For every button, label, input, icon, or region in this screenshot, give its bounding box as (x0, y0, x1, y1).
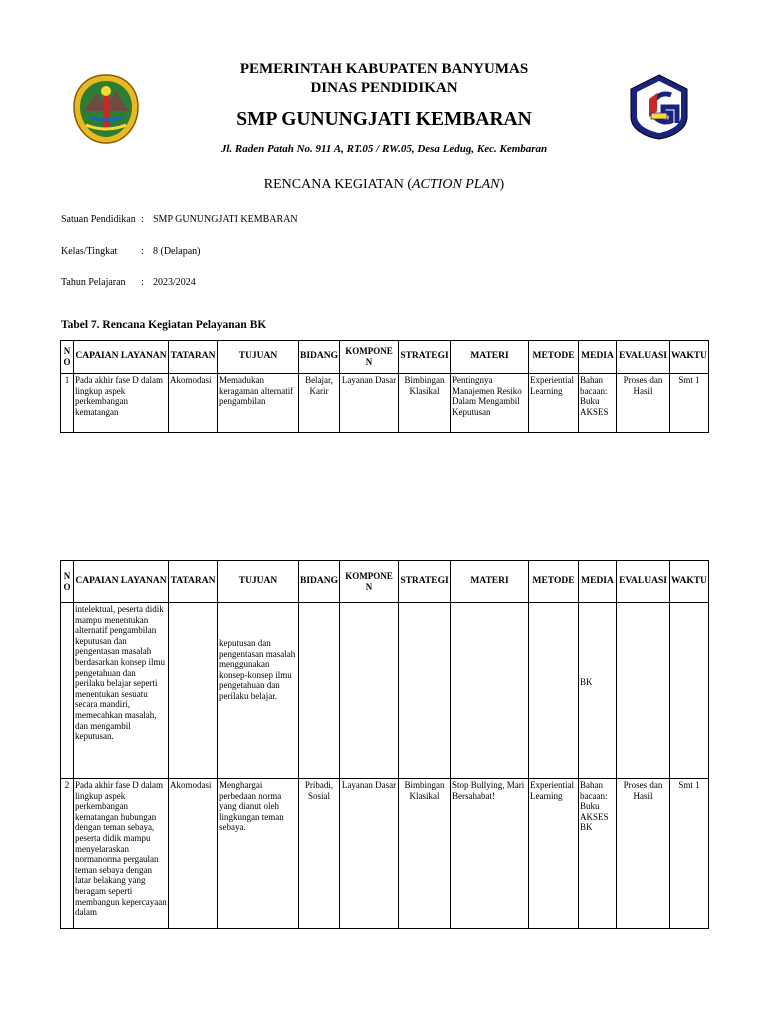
cell-waktu (670, 603, 709, 779)
col-tujuan: TUJUAN (218, 341, 299, 374)
cell-materi (451, 603, 529, 779)
cell-no: 1 (61, 374, 74, 433)
cell-tujuan: Memadukan keragaman alternatif pengambilan (218, 374, 299, 433)
document-title-suffix: ) (499, 177, 505, 192)
col-waktu: WAKTU (670, 561, 709, 603)
info-label: Tahun Pelajaran (61, 277, 126, 288)
col-materi: MATERI (451, 561, 529, 603)
cell-tataran: Akomodasi (169, 779, 218, 929)
cell-komponen (340, 603, 399, 779)
col-media: MEDIA (579, 341, 617, 374)
cell-komponen: Layanan Dasar (340, 779, 399, 929)
cell-tujuan-text: keputusan dan pengentasan masalah menggunakan konsep-konsep ilmu pengetahuan dan perilaku belajar. (219, 638, 296, 702)
col-evaluasi: EVALUASI (617, 561, 670, 603)
table-row-continuation (61, 603, 709, 779)
col-metode: METODE (529, 341, 579, 374)
cell-media: Bahan bacaan: Buku AKSES BK (579, 779, 617, 929)
table-row (61, 374, 709, 433)
info-kelas: Kelas/Tingkat : 8 (Delapan) (61, 246, 201, 257)
document-title-italic: ACTION PLAN (412, 177, 500, 192)
col-strategi: STRATEGI (399, 341, 451, 374)
info-value: 8 (Delapan) (153, 246, 201, 257)
cell-waktu: Smt 1 (670, 374, 709, 433)
table-header-row (61, 341, 709, 374)
cell-strategi (399, 603, 451, 779)
table-caption: Tabel 7. Rencana Kegiatan Pelayanan BK (61, 319, 267, 331)
cell-strategi: Bimbingan Klasikal (399, 779, 451, 929)
cell-no (61, 603, 74, 779)
cell-bidang: Belajar, Karir (299, 374, 340, 433)
col-no: N O (61, 341, 74, 374)
col-bidang: BIDANG (299, 341, 340, 374)
cell-materi: Pentingnya Manajemen Resiko Dalam Mengambil Keputusan (451, 374, 529, 433)
col-evaluasi: EVALUASI (617, 341, 670, 374)
cell-media: Bahan bacaan: Buku AKSES (579, 374, 617, 433)
cell-metode (529, 603, 579, 779)
cell-materi: Stop Bullying, Mari Bersahabat! (451, 779, 529, 929)
cell-evaluasi: Proses dan Hasil (617, 374, 670, 433)
col-bidang: BIDANG (299, 561, 340, 603)
cell-media-text: BK (580, 677, 593, 687)
col-strategi: STRATEGI (399, 561, 451, 603)
header-address: Jl. Raden Patah No. 911 A, RT.05 / RW.05, Desa Ledug, Kec. Kembaran (220, 143, 548, 155)
cell-strategi: Bimbingan Klasikal (399, 374, 451, 433)
action-plan-table-page2 (60, 560, 709, 929)
col-komponen: KOMPONE N (340, 341, 399, 374)
col-tataran: TATARAN (169, 341, 218, 374)
info-satuan-pendidikan: Satuan Pendidikan : SMP GUNUNGJATI KEMBARAN (61, 214, 298, 225)
col-tujuan: TUJUAN (218, 561, 299, 603)
col-media: MEDIA (579, 561, 617, 603)
cell-capaian: Pada akhir fase D dalam lingkup aspek perkembangan kematangan hubungan dengan teman sebaya, peserta didik mampu menyelaraskan normanorma pergaulan teman sebaya dengan latar belakang yang beragam seperti membangun kepercayaan dalam (74, 779, 169, 929)
info-label: Kelas/Tingkat (61, 246, 118, 257)
cell-waktu: Smt 1 (670, 779, 709, 929)
info-value: SMP GUNUNGJATI KEMBARAN (153, 214, 298, 225)
cell-tujuan (218, 603, 299, 779)
cell-bidang (299, 603, 340, 779)
cell-komponen: Layanan Dasar (340, 374, 399, 433)
cell-metode: Experiential Learning (529, 779, 579, 929)
info-value: 2023/2024 (153, 277, 196, 288)
info-tahun-pelajaran: Tahun Pelajaran : 2023/2024 (61, 277, 196, 288)
table-header-row (61, 561, 709, 603)
cell-capaian: intelektual, peserta didik mampu menentukan alternatif pengambilan keputusan dan pengentasan masalah berdasarkan konsep ilmu pengetahuan dan perilaku belajar seperti menentukan sesuatu secara mandiri, memecahkan masalah, dan mengambil keputusan. (74, 603, 169, 779)
info-label: Satuan Pendidikan (61, 214, 136, 225)
col-tataran: TATARAN (169, 561, 218, 603)
cell-metode: Experiential Learning (529, 374, 579, 433)
document-title-prefix: RENCANA KEGIATAN ( (263, 177, 412, 192)
action-plan-table-page1 (60, 340, 709, 433)
col-komponen: KOMPONE N (340, 561, 399, 603)
col-capaian: CAPAIAN LAYANAN (74, 341, 169, 374)
header-school-name: SMP GUNUNGJATI KEMBARAN (236, 109, 532, 130)
header-department: DINAS PENDIDIKAN (310, 80, 458, 96)
header-government: PEMERINTAH KABUPATEN BANYUMAS (239, 61, 529, 77)
cell-capaian: Pada akhir fase D dalam lingkup aspek perkembangan kematangan (74, 374, 169, 433)
col-materi: MATERI (451, 341, 529, 374)
col-metode: METODE (529, 561, 579, 603)
cell-evaluasi (617, 603, 670, 779)
table-row (61, 779, 709, 929)
cell-no: 2 (61, 779, 74, 929)
document-title (0, 177, 768, 193)
cell-bidang: Pribadi, Sosial (299, 779, 340, 929)
cell-tataran: Akomodasi (169, 374, 218, 433)
cell-evaluasi: Proses dan Hasil (617, 779, 670, 929)
cell-media (579, 603, 617, 779)
col-no: N O (61, 561, 74, 603)
col-waktu: WAKTU (670, 341, 709, 374)
col-capaian: CAPAIAN LAYANAN (74, 561, 169, 603)
cell-tataran (169, 603, 218, 779)
cell-tujuan: Menghargai perbedaan norma yang dianut oleh lingkungan teman sebaya. (218, 779, 299, 929)
